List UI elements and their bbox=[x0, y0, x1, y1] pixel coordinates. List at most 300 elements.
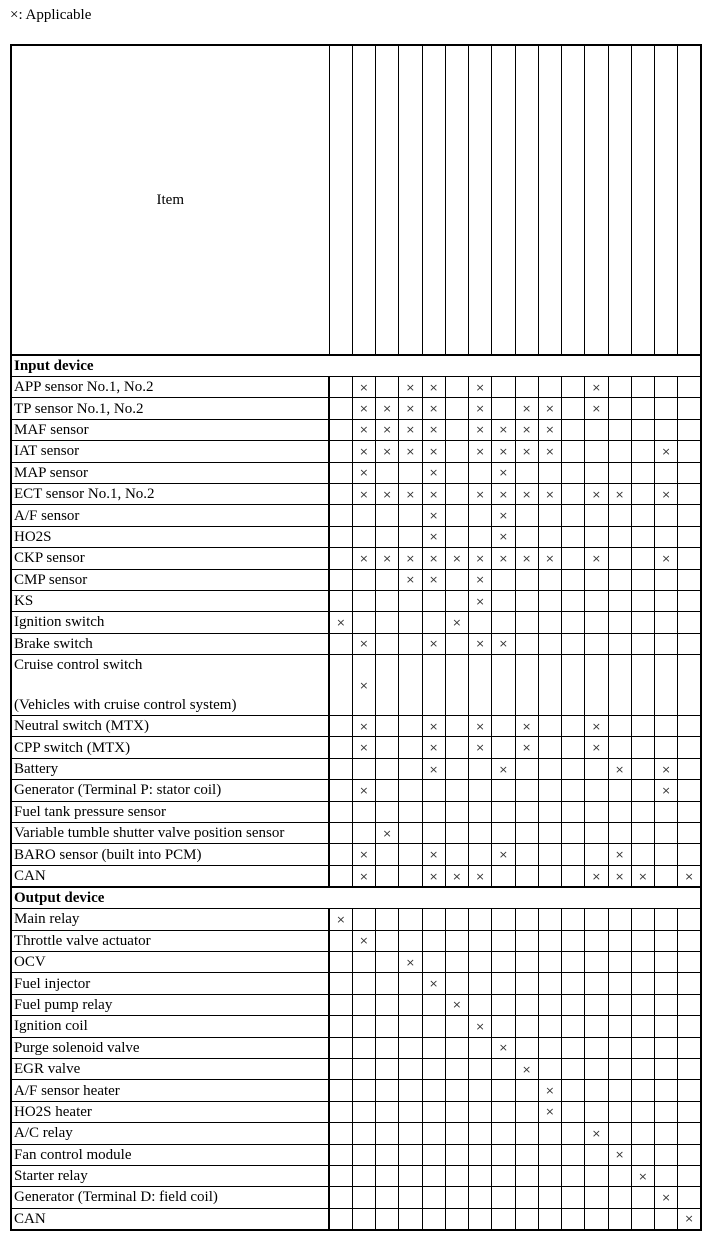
empty-cell bbox=[422, 1144, 445, 1165]
empty-cell bbox=[352, 1037, 375, 1058]
empty-cell bbox=[515, 505, 538, 526]
empty-cell bbox=[562, 419, 585, 440]
row-label-text: Generator (Terminal P: stator coil) bbox=[14, 782, 222, 799]
empty-cell bbox=[469, 823, 492, 844]
empty-cell bbox=[492, 1080, 515, 1101]
empty-cell bbox=[631, 716, 654, 737]
empty-cell bbox=[445, 1187, 468, 1208]
empty-cell bbox=[422, 590, 445, 611]
empty-cell bbox=[469, 526, 492, 547]
applicable-mark-cell: × bbox=[608, 483, 631, 504]
applicable-mark-cell: × bbox=[585, 377, 608, 398]
row-label-text: Generator (Terminal D: field coil) bbox=[14, 1189, 218, 1206]
table-row bbox=[11, 590, 701, 611]
empty-cell bbox=[329, 483, 352, 504]
empty-cell bbox=[492, 590, 515, 611]
empty-cell bbox=[655, 1080, 678, 1101]
empty-cell bbox=[655, 1016, 678, 1037]
empty-cell bbox=[469, 973, 492, 994]
empty-cell bbox=[631, 994, 654, 1015]
empty-cell bbox=[678, 716, 701, 737]
empty-cell bbox=[678, 548, 701, 569]
empty-cell bbox=[655, 633, 678, 654]
section-header-row bbox=[11, 355, 701, 377]
empty-cell bbox=[538, 1123, 561, 1144]
row-label bbox=[11, 716, 329, 737]
column-header-label bbox=[588, 331, 608, 355]
applicable-mark-cell: × bbox=[352, 483, 375, 504]
empty-cell bbox=[585, 994, 608, 1015]
applicable-mark-cell: × bbox=[445, 548, 468, 569]
empty-cell bbox=[608, 1187, 631, 1208]
empty-cell bbox=[445, 505, 468, 526]
empty-cell bbox=[538, 1016, 561, 1037]
empty-cell bbox=[492, 865, 515, 887]
row-label bbox=[11, 973, 329, 994]
applicable-mark-cell: × bbox=[585, 1123, 608, 1144]
empty-cell bbox=[655, 844, 678, 865]
column-header-label bbox=[402, 331, 422, 355]
empty-cell bbox=[515, 758, 538, 779]
empty-cell bbox=[678, 1080, 701, 1101]
empty-cell bbox=[399, 1187, 422, 1208]
applicable-mark-cell: × bbox=[352, 737, 375, 758]
column-header bbox=[492, 45, 515, 355]
applicable-mark-cell: × bbox=[538, 398, 561, 419]
empty-cell bbox=[445, 758, 468, 779]
empty-cell bbox=[562, 526, 585, 547]
empty-cell bbox=[608, 1123, 631, 1144]
applicable-mark-cell: × bbox=[399, 483, 422, 504]
applicable-mark-cell: × bbox=[655, 1187, 678, 1208]
empty-cell bbox=[562, 951, 585, 972]
row-label-text: Fuel tank pressure sensor bbox=[14, 803, 167, 820]
empty-cell bbox=[678, 909, 701, 930]
row-label bbox=[11, 1016, 329, 1037]
row-label-text: TP sensor No.1, No.2 bbox=[14, 400, 144, 417]
empty-cell bbox=[469, 1187, 492, 1208]
empty-cell bbox=[445, 780, 468, 801]
table-row bbox=[11, 1165, 701, 1186]
row-label bbox=[11, 612, 329, 633]
empty-cell bbox=[329, 398, 352, 419]
empty-cell bbox=[655, 612, 678, 633]
empty-cell bbox=[352, 909, 375, 930]
applicable-mark-cell: × bbox=[515, 1058, 538, 1079]
empty-cell bbox=[631, 633, 654, 654]
column-header bbox=[329, 45, 352, 355]
empty-cell bbox=[329, 1123, 352, 1144]
empty-cell bbox=[329, 951, 352, 972]
empty-cell bbox=[608, 505, 631, 526]
empty-cell bbox=[422, 1208, 445, 1230]
empty-cell bbox=[352, 590, 375, 611]
empty-cell bbox=[445, 1123, 468, 1144]
row-label bbox=[11, 758, 329, 779]
empty-cell bbox=[329, 1058, 352, 1079]
row-label-text: CAN bbox=[14, 1210, 46, 1227]
row-label-text: HO2S bbox=[14, 528, 52, 545]
empty-cell bbox=[631, 377, 654, 398]
empty-cell bbox=[399, 1123, 422, 1144]
applicable-mark-cell: × bbox=[655, 483, 678, 504]
empty-cell bbox=[562, 462, 585, 483]
table-row bbox=[11, 1123, 701, 1144]
empty-cell bbox=[538, 1165, 561, 1186]
applicable-mark-cell: × bbox=[538, 419, 561, 440]
empty-cell bbox=[562, 612, 585, 633]
empty-cell bbox=[515, 655, 538, 716]
applicable-mark-cell: × bbox=[352, 377, 375, 398]
empty-cell bbox=[399, 865, 422, 887]
empty-cell bbox=[515, 377, 538, 398]
empty-cell bbox=[562, 758, 585, 779]
empty-cell bbox=[399, 612, 422, 633]
empty-cell bbox=[538, 1037, 561, 1058]
empty-cell bbox=[538, 1144, 561, 1165]
applicable-mark-cell: × bbox=[515, 441, 538, 462]
empty-cell bbox=[585, 1101, 608, 1122]
empty-cell bbox=[608, 951, 631, 972]
empty-cell bbox=[329, 377, 352, 398]
empty-cell bbox=[631, 1016, 654, 1037]
applicable-mark-cell: × bbox=[585, 865, 608, 887]
empty-cell bbox=[631, 548, 654, 569]
empty-cell bbox=[329, 419, 352, 440]
applicable-mark-cell: × bbox=[585, 398, 608, 419]
row-label-text: Cruise control switch bbox=[14, 657, 143, 674]
empty-cell bbox=[655, 590, 678, 611]
empty-cell bbox=[538, 930, 561, 951]
applicable-mark-cell: × bbox=[422, 483, 445, 504]
empty-cell bbox=[631, 1080, 654, 1101]
empty-cell bbox=[376, 526, 399, 547]
empty-cell bbox=[492, 1208, 515, 1230]
empty-cell bbox=[445, 716, 468, 737]
empty-cell bbox=[492, 1016, 515, 1037]
column-header-label bbox=[635, 331, 655, 355]
applicable-mark-cell: × bbox=[445, 994, 468, 1015]
empty-cell bbox=[422, 1187, 445, 1208]
column-header bbox=[469, 45, 492, 355]
empty-cell bbox=[352, 569, 375, 590]
applicable-mark-cell: × bbox=[422, 526, 445, 547]
empty-cell bbox=[538, 590, 561, 611]
row-label bbox=[11, 1037, 329, 1058]
applicable-mark-cell: × bbox=[445, 612, 468, 633]
empty-cell bbox=[562, 1058, 585, 1079]
applicable-mark-cell: × bbox=[352, 930, 375, 951]
empty-cell bbox=[399, 1208, 422, 1230]
applicable-mark-cell: × bbox=[538, 548, 561, 569]
applicable-mark-cell: × bbox=[399, 548, 422, 569]
empty-cell bbox=[631, 801, 654, 822]
empty-cell bbox=[538, 844, 561, 865]
applicable-mark-cell: × bbox=[469, 398, 492, 419]
empty-cell bbox=[655, 1208, 678, 1230]
applicable-mark-cell: × bbox=[469, 633, 492, 654]
applicable-mark-cell: × bbox=[352, 548, 375, 569]
empty-cell bbox=[515, 801, 538, 822]
applicable-mark-cell: × bbox=[422, 505, 445, 526]
empty-cell bbox=[538, 569, 561, 590]
empty-cell bbox=[329, 1016, 352, 1037]
applicable-mark-cell: × bbox=[376, 548, 399, 569]
empty-cell bbox=[678, 483, 701, 504]
table-row bbox=[11, 633, 701, 654]
empty-cell bbox=[655, 655, 678, 716]
empty-cell bbox=[329, 930, 352, 951]
row-label-text: Purge solenoid valve bbox=[14, 1039, 140, 1056]
empty-cell bbox=[445, 1037, 468, 1058]
empty-cell bbox=[538, 526, 561, 547]
empty-cell bbox=[631, 526, 654, 547]
empty-cell bbox=[585, 801, 608, 822]
empty-cell bbox=[422, 1037, 445, 1058]
empty-cell bbox=[445, 526, 468, 547]
applicable-mark-cell: × bbox=[352, 655, 375, 716]
empty-cell bbox=[445, 844, 468, 865]
applicable-mark-cell: × bbox=[469, 590, 492, 611]
row-label bbox=[11, 1208, 329, 1230]
applicable-mark-cell: × bbox=[422, 377, 445, 398]
row-label-text: Battery bbox=[14, 761, 59, 778]
empty-cell bbox=[655, 973, 678, 994]
applicable-mark-cell: × bbox=[422, 865, 445, 887]
row-label bbox=[11, 1058, 329, 1079]
column-header bbox=[562, 45, 585, 355]
empty-cell bbox=[399, 526, 422, 547]
empty-cell bbox=[631, 1187, 654, 1208]
empty-cell bbox=[492, 569, 515, 590]
applicable-mark-cell: × bbox=[515, 419, 538, 440]
empty-cell bbox=[515, 1187, 538, 1208]
legend bbox=[10, 6, 91, 24]
table-row bbox=[11, 737, 701, 758]
empty-cell bbox=[352, 1208, 375, 1230]
empty-cell bbox=[538, 973, 561, 994]
empty-cell bbox=[631, 462, 654, 483]
table-row bbox=[11, 462, 701, 483]
applicable-mark-cell: × bbox=[515, 716, 538, 737]
empty-cell bbox=[445, 973, 468, 994]
empty-cell bbox=[585, 930, 608, 951]
table-row bbox=[11, 1208, 701, 1230]
empty-cell bbox=[538, 801, 561, 822]
empty-cell bbox=[678, 633, 701, 654]
empty-cell bbox=[399, 930, 422, 951]
applicable-mark-cell: × bbox=[399, 951, 422, 972]
empty-cell bbox=[376, 844, 399, 865]
empty-cell bbox=[399, 1144, 422, 1165]
empty-cell bbox=[585, 823, 608, 844]
empty-cell bbox=[376, 865, 399, 887]
empty-cell bbox=[329, 716, 352, 737]
empty-cell bbox=[492, 1058, 515, 1079]
table-row bbox=[11, 1080, 701, 1101]
empty-cell bbox=[608, 1037, 631, 1058]
row-label-text: MAF sensor bbox=[14, 421, 89, 438]
empty-cell bbox=[376, 951, 399, 972]
empty-cell bbox=[515, 973, 538, 994]
empty-cell bbox=[562, 377, 585, 398]
empty-cell bbox=[376, 973, 399, 994]
row-label bbox=[11, 377, 329, 398]
table-row bbox=[11, 973, 701, 994]
empty-cell bbox=[608, 377, 631, 398]
table-row bbox=[11, 1101, 701, 1122]
empty-cell bbox=[678, 1037, 701, 1058]
empty-cell bbox=[678, 1187, 701, 1208]
row-label bbox=[11, 590, 329, 611]
empty-cell bbox=[376, 590, 399, 611]
empty-cell bbox=[631, 1208, 654, 1230]
empty-cell bbox=[631, 590, 654, 611]
empty-cell bbox=[655, 526, 678, 547]
empty-cell bbox=[352, 973, 375, 994]
empty-cell bbox=[655, 951, 678, 972]
row-label bbox=[11, 930, 329, 951]
empty-cell bbox=[562, 1123, 585, 1144]
empty-cell bbox=[399, 994, 422, 1015]
applicable-mark-cell: × bbox=[492, 441, 515, 462]
empty-cell bbox=[608, 590, 631, 611]
applicable-mark-cell: × bbox=[469, 441, 492, 462]
empty-cell bbox=[655, 737, 678, 758]
empty-cell bbox=[608, 569, 631, 590]
applicable-mark-cell: × bbox=[422, 844, 445, 865]
input-output-matrix-table bbox=[10, 44, 702, 1231]
empty-cell bbox=[352, 612, 375, 633]
row-label bbox=[11, 655, 329, 716]
row-label bbox=[11, 398, 329, 419]
empty-cell bbox=[445, 398, 468, 419]
empty-cell bbox=[655, 1144, 678, 1165]
empty-cell bbox=[352, 758, 375, 779]
empty-cell bbox=[492, 1144, 515, 1165]
empty-cell bbox=[492, 909, 515, 930]
empty-cell bbox=[655, 398, 678, 419]
empty-cell bbox=[562, 569, 585, 590]
empty-cell bbox=[608, 1058, 631, 1079]
empty-cell bbox=[422, 655, 445, 716]
row-label bbox=[11, 483, 329, 504]
row-label bbox=[11, 569, 329, 590]
empty-cell bbox=[515, 1080, 538, 1101]
empty-cell bbox=[562, 930, 585, 951]
applicable-mark-cell: × bbox=[329, 612, 352, 633]
empty-cell bbox=[399, 655, 422, 716]
empty-cell bbox=[562, 865, 585, 887]
empty-cell bbox=[445, 801, 468, 822]
applicable-mark-cell: × bbox=[422, 973, 445, 994]
empty-cell bbox=[469, 1037, 492, 1058]
empty-cell bbox=[399, 780, 422, 801]
row-label bbox=[11, 1144, 329, 1165]
empty-cell bbox=[352, 801, 375, 822]
empty-cell bbox=[538, 612, 561, 633]
empty-cell bbox=[655, 909, 678, 930]
applicable-mark-cell: × bbox=[399, 377, 422, 398]
empty-cell bbox=[631, 419, 654, 440]
empty-cell bbox=[422, 951, 445, 972]
applicable-mark-cell: × bbox=[422, 758, 445, 779]
empty-cell bbox=[445, 951, 468, 972]
column-header bbox=[631, 45, 654, 355]
empty-cell bbox=[352, 1123, 375, 1144]
empty-cell bbox=[655, 505, 678, 526]
empty-cell bbox=[562, 483, 585, 504]
applicable-mark-cell: × bbox=[422, 441, 445, 462]
empty-cell bbox=[399, 844, 422, 865]
empty-cell bbox=[376, 1101, 399, 1122]
row-label bbox=[11, 505, 329, 526]
row-label-text: Throttle valve actuator bbox=[14, 932, 151, 949]
empty-cell bbox=[469, 844, 492, 865]
empty-cell bbox=[608, 973, 631, 994]
empty-cell bbox=[352, 526, 375, 547]
empty-cell bbox=[585, 951, 608, 972]
applicable-mark-cell: × bbox=[352, 844, 375, 865]
row-label bbox=[11, 441, 329, 462]
empty-cell bbox=[585, 1037, 608, 1058]
applicable-mark-cell: × bbox=[515, 398, 538, 419]
empty-cell bbox=[515, 780, 538, 801]
empty-cell bbox=[585, 844, 608, 865]
applicable-mark-cell: × bbox=[655, 780, 678, 801]
empty-cell bbox=[329, 973, 352, 994]
applicable-mark-cell: × bbox=[538, 1101, 561, 1122]
empty-cell bbox=[329, 737, 352, 758]
empty-cell bbox=[631, 930, 654, 951]
table-row bbox=[11, 419, 701, 440]
empty-cell bbox=[678, 1058, 701, 1079]
empty-cell bbox=[515, 1016, 538, 1037]
row-label-text: ECT sensor No.1, No.2 bbox=[14, 486, 155, 503]
empty-cell bbox=[655, 865, 678, 887]
empty-cell bbox=[515, 633, 538, 654]
empty-cell bbox=[515, 526, 538, 547]
empty-cell bbox=[376, 505, 399, 526]
row-label-text: CPP switch (MTX) bbox=[14, 739, 131, 756]
empty-cell bbox=[329, 1080, 352, 1101]
applicable-mark-cell: × bbox=[608, 1144, 631, 1165]
column-header-label bbox=[379, 331, 399, 355]
empty-cell bbox=[608, 462, 631, 483]
empty-cell bbox=[329, 569, 352, 590]
empty-cell bbox=[329, 865, 352, 887]
applicable-mark-cell: × bbox=[469, 377, 492, 398]
table-row bbox=[11, 716, 701, 737]
empty-cell bbox=[376, 758, 399, 779]
empty-cell bbox=[631, 505, 654, 526]
empty-cell bbox=[469, 1080, 492, 1101]
empty-cell bbox=[445, 909, 468, 930]
applicable-mark-cell: × bbox=[376, 398, 399, 419]
applicable-mark-cell: × bbox=[422, 462, 445, 483]
empty-cell bbox=[655, 462, 678, 483]
row-label bbox=[11, 1187, 329, 1208]
row-label-text: Variable tumble shutter valve position sensor bbox=[14, 825, 285, 842]
empty-cell bbox=[376, 612, 399, 633]
empty-cell bbox=[492, 930, 515, 951]
empty-cell bbox=[376, 716, 399, 737]
empty-cell bbox=[399, 590, 422, 611]
empty-cell bbox=[445, 590, 468, 611]
empty-cell bbox=[608, 441, 631, 462]
empty-cell bbox=[538, 909, 561, 930]
empty-cell bbox=[469, 1165, 492, 1186]
